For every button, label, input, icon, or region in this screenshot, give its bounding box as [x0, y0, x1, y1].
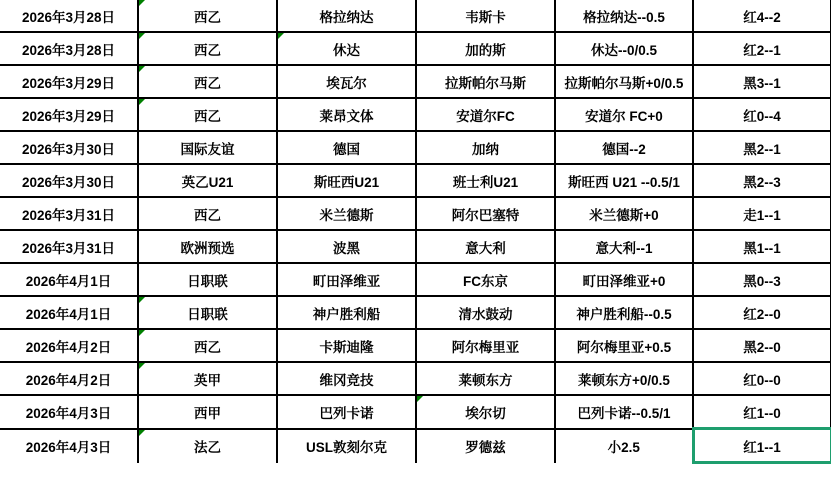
handicap-cell[interactable]: 町田泽维亚+0 — [555, 263, 693, 296]
table-row — [0, 395, 831, 429]
away-cell[interactable]: 清水鼓动 — [416, 296, 555, 329]
handicap-cell[interactable]: 拉斯帕尔马斯+0/0.5 — [555, 65, 693, 98]
table-row — [0, 164, 831, 197]
home-cell[interactable]: 德国 — [277, 131, 416, 164]
home-cell[interactable]: 神户胜利船 — [277, 296, 416, 329]
league-cell[interactable]: 西乙 — [138, 197, 277, 230]
league-cell[interactable]: 西乙 — [138, 98, 277, 131]
league-cell[interactable]: 欧洲预选 — [138, 230, 277, 263]
result-cell[interactable]: 红0--4 — [693, 98, 831, 131]
handicap-cell[interactable]: 米兰德斯+0 — [555, 197, 693, 230]
date-cell[interactable]: 2026年3月28日 — [0, 0, 138, 32]
result-cell[interactable]: 黑2--1 — [693, 131, 831, 164]
home-cell[interactable]: 格拉纳达 — [277, 0, 416, 32]
away-cell[interactable]: 阿尔巴塞特 — [416, 197, 555, 230]
date-cell[interactable]: 2026年3月31日 — [0, 197, 138, 230]
date-cell[interactable]: 2026年3月29日 — [0, 65, 138, 98]
table-row — [0, 263, 831, 296]
handicap-cell[interactable]: 巴列卡诺--0.5/1 — [555, 395, 693, 429]
table-row — [0, 296, 831, 329]
away-cell[interactable]: 班士利U21 — [416, 164, 555, 197]
handicap-cell[interactable]: 休达--0/0.5 — [555, 32, 693, 65]
date-cell[interactable]: 2026年3月30日 — [0, 164, 138, 197]
error-indicator-icon — [139, 430, 145, 436]
home-cell[interactable]: 卡斯迪隆 — [277, 329, 416, 362]
home-cell[interactable]: 米兰德斯 — [277, 197, 416, 230]
league-cell[interactable]: 日职联 — [138, 263, 277, 296]
result-cell[interactable]: 黑2--3 — [693, 164, 831, 197]
league-cell[interactable]: 英甲 — [138, 362, 277, 395]
table-row — [0, 0, 831, 32]
error-indicator-icon — [417, 396, 423, 402]
error-indicator-icon — [139, 66, 145, 72]
home-cell[interactable]: 巴列卡诺 — [277, 395, 416, 429]
league-cell[interactable]: 西乙 — [138, 32, 277, 65]
home-cell[interactable]: USL敦刻尔克 — [277, 429, 416, 463]
away-cell[interactable]: 莱顿东方 — [416, 362, 555, 395]
table-row — [0, 98, 831, 131]
result-cell[interactable]: 黑0--3 — [693, 263, 831, 296]
away-cell[interactable]: 加纳 — [416, 131, 555, 164]
league-cell[interactable]: 国际友谊 — [138, 131, 277, 164]
result-cell[interactable]: 红2--1 — [693, 32, 831, 65]
league-cell[interactable]: 西乙 — [138, 329, 277, 362]
home-cell[interactable]: 莱昂文体 — [277, 98, 416, 131]
error-indicator-icon — [139, 33, 145, 39]
handicap-cell[interactable]: 德国--2 — [555, 131, 693, 164]
result-cell[interactable]: 黑2--0 — [693, 329, 831, 362]
error-indicator-icon — [139, 0, 145, 6]
handicap-cell[interactable]: 安道尔 FC+0 — [555, 98, 693, 131]
handicap-cell[interactable]: 意大利--1 — [555, 230, 693, 263]
away-cell[interactable]: 阿尔梅里亚 — [416, 329, 555, 362]
table-row — [0, 131, 831, 164]
result-cell[interactable]: 黑1--1 — [693, 230, 831, 263]
date-cell[interactable]: 2026年3月28日 — [0, 32, 138, 65]
error-indicator-icon — [139, 363, 145, 369]
handicap-cell[interactable]: 神户胜利船--0.5 — [555, 296, 693, 329]
table-row — [0, 65, 831, 98]
error-indicator-icon — [139, 297, 145, 303]
league-cell[interactable]: 法乙 — [138, 429, 277, 463]
home-cell[interactable]: 埃瓦尔 — [277, 65, 416, 98]
result-cell[interactable]: 红2--0 — [693, 296, 831, 329]
home-cell[interactable]: 休达 — [277, 32, 416, 65]
date-cell[interactable]: 2026年3月30日 — [0, 131, 138, 164]
handicap-cell[interactable]: 阿尔梅里亚+0.5 — [555, 329, 693, 362]
league-cell[interactable]: 英乙U21 — [138, 164, 277, 197]
error-indicator-icon — [139, 99, 145, 105]
result-cell[interactable]: 黑3--1 — [693, 65, 831, 98]
table-row — [0, 32, 831, 65]
date-cell[interactable]: 2026年3月29日 — [0, 98, 138, 131]
away-cell[interactable]: 意大利 — [416, 230, 555, 263]
date-cell[interactable]: 2026年4月2日 — [0, 362, 138, 395]
away-cell[interactable]: 韦斯卡 — [416, 0, 555, 32]
handicap-cell[interactable]: 格拉纳达--0.5 — [555, 0, 693, 32]
date-cell[interactable]: 2026年4月3日 — [0, 429, 138, 463]
home-cell[interactable]: 町田泽维亚 — [277, 263, 416, 296]
date-cell[interactable]: 2026年3月31日 — [0, 230, 138, 263]
away-cell[interactable]: 罗德兹 — [416, 429, 555, 463]
result-cell[interactable]: 走1--1 — [693, 197, 831, 230]
away-cell[interactable]: FC东京 — [416, 263, 555, 296]
away-cell[interactable]: 安道尔FC — [416, 98, 555, 131]
home-cell[interactable]: 波黑 — [277, 230, 416, 263]
table-row — [0, 329, 831, 362]
date-cell[interactable]: 2026年4月1日 — [0, 263, 138, 296]
result-cell[interactable]: 红1--0 — [693, 395, 831, 429]
table-row — [0, 230, 831, 263]
away-cell[interactable]: 加的斯 — [416, 32, 555, 65]
result-cell[interactable]: 红1--1 — [693, 429, 831, 463]
result-cell[interactable]: 红4--2 — [693, 0, 831, 32]
away-cell[interactable]: 拉斯帕尔马斯 — [416, 65, 555, 98]
date-cell[interactable]: 2026年4月1日 — [0, 296, 138, 329]
error-indicator-icon — [139, 330, 145, 336]
date-cell[interactable]: 2026年4月2日 — [0, 329, 138, 362]
date-cell[interactable]: 2026年4月3日 — [0, 395, 138, 429]
table-row — [0, 362, 831, 395]
home-cell[interactable]: 维冈竞技 — [277, 362, 416, 395]
league-cell[interactable]: 日职联 — [138, 296, 277, 329]
away-cell[interactable]: 埃尔切 — [416, 395, 555, 429]
handicap-cell[interactable]: 莱顿东方+0/0.5 — [555, 362, 693, 395]
league-cell[interactable]: 西乙 — [138, 0, 277, 32]
handicap-cell[interactable]: 斯旺西 U21 --0.5/1 — [555, 164, 693, 197]
league-cell[interactable]: 西乙 — [138, 65, 277, 98]
home-cell[interactable]: 斯旺西U21 — [277, 164, 416, 197]
table-row — [0, 429, 831, 463]
table-row — [0, 197, 831, 230]
error-indicator-icon — [278, 33, 284, 39]
result-cell[interactable]: 红0--0 — [693, 362, 831, 395]
handicap-cell[interactable]: 小2.5 — [555, 429, 693, 463]
league-cell[interactable]: 西甲 — [138, 395, 277, 429]
